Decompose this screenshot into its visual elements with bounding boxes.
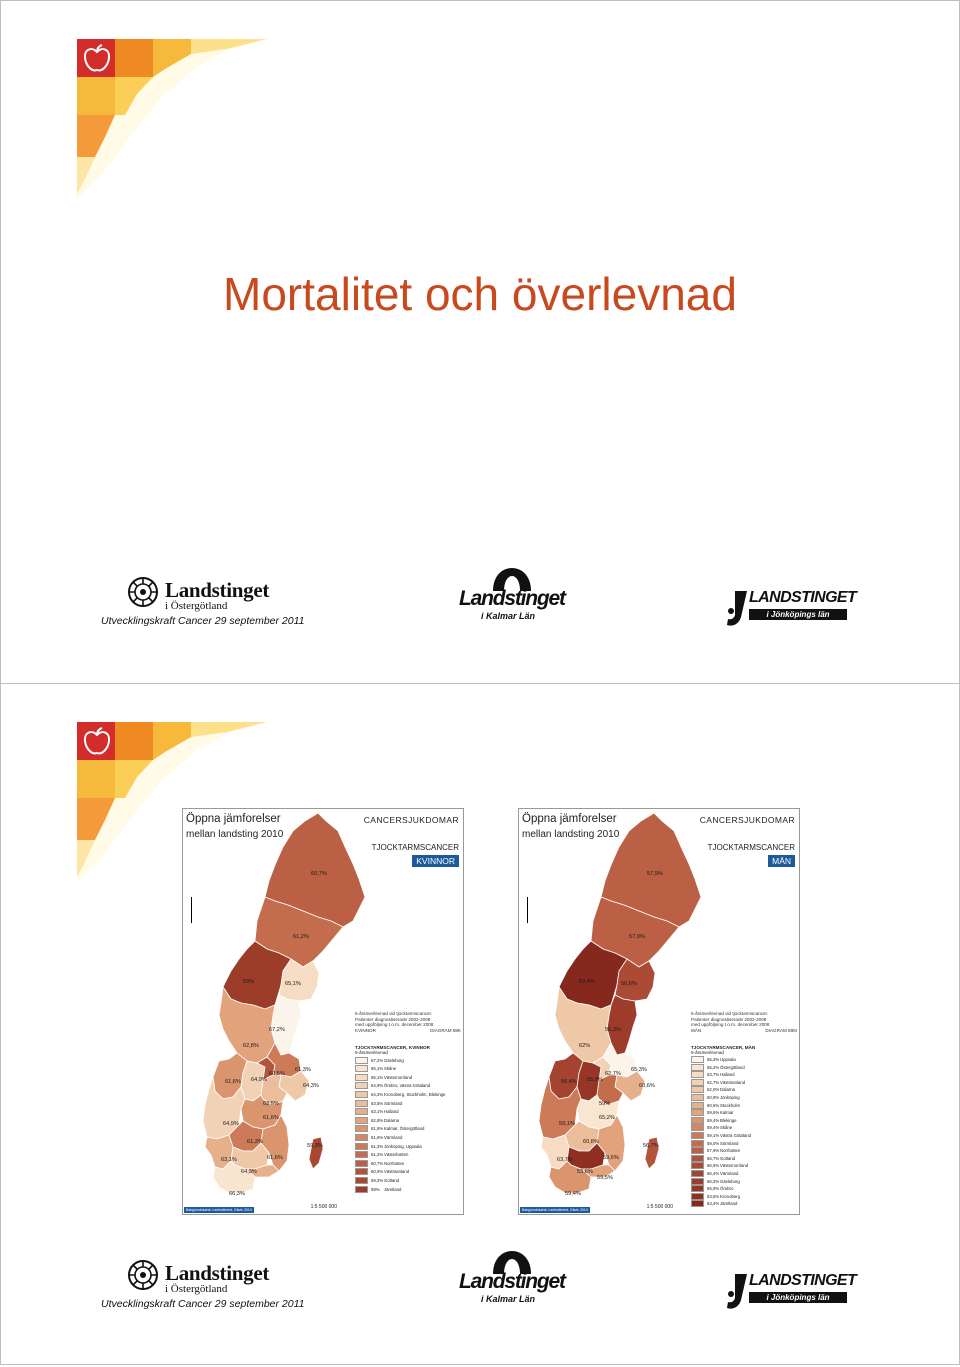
map-value-label: 61,6% <box>225 1079 241 1085</box>
legend-county: Västernorrland <box>720 1163 749 1169</box>
legend-subtitle: 5-årsöverlevnad <box>691 1050 724 1056</box>
legend-county: Örebro, västra Götaland <box>384 1083 431 1089</box>
legend-value: 61,6% <box>371 1126 384 1132</box>
legend-county: Jämtland <box>720 1201 738 1207</box>
north-arrow-icon <box>191 897 192 923</box>
map-value-label: 64,9% <box>223 1121 239 1127</box>
logo-landstinget-jonkoping <box>725 589 857 629</box>
map-value-label: 60,6% <box>639 1083 655 1089</box>
map-value-label: 59,3% <box>307 1143 323 1149</box>
legend-value: 59% <box>371 1186 380 1192</box>
legend-county: Skåne <box>384 1066 397 1072</box>
map-brand: CANCERSJUKDOMAR <box>363 815 459 825</box>
legend-county: Västernorrland <box>384 1074 413 1080</box>
legend-swatch <box>355 1160 368 1167</box>
legend-county: Blekinge <box>720 1117 737 1123</box>
info-line: 5-årsöverlevnad vid tjocktarmscancer. <box>691 1011 769 1016</box>
legend-entry <box>355 1125 461 1134</box>
legend-value: 63,5% <box>371 1100 384 1106</box>
logo-ostergotland-sub: i Östergötland <box>165 600 228 612</box>
info-diagram: DIAGRAM 88M <box>765 1027 797 1033</box>
legend-entry <box>691 1193 797 1201</box>
legend-value: 63,1% <box>371 1109 384 1115</box>
logo-landstinget-jonkoping <box>725 1272 857 1312</box>
legend-entry <box>355 1159 461 1168</box>
map-panel-man <box>518 808 800 1215</box>
info-sex: KVINNOR <box>355 1027 376 1033</box>
legend-swatch <box>355 1100 368 1107</box>
legend-entry <box>691 1155 797 1163</box>
map-value-label: 65,3% <box>631 1067 647 1073</box>
legend-entry <box>355 1064 461 1073</box>
legend-value: 60,8% <box>707 1095 720 1101</box>
legend-swatch <box>355 1082 368 1089</box>
legend-value: 66,1% <box>371 1066 384 1072</box>
legend-value: 55,9% <box>707 1186 720 1192</box>
legend-swatch <box>691 1064 704 1071</box>
legend-value: 65,1% <box>371 1074 384 1080</box>
legend-county: Sörmland <box>720 1140 739 1146</box>
legend-entry <box>691 1071 797 1079</box>
map-value-label: 57,9% <box>629 934 645 940</box>
map-value-label: 64,3% <box>303 1083 319 1089</box>
info-line: med uppföljning t.o.m. december 2008 <box>355 1022 434 1028</box>
legend-entry <box>355 1185 461 1194</box>
legend-title: TJOCKTARMSCANCER, MÄN <box>691 1045 756 1050</box>
legend-county: Uppsala <box>720 1057 736 1063</box>
legend-swatch <box>691 1200 704 1207</box>
map-title: Öppna jämforelser <box>186 813 281 825</box>
logo-landstinget-ostergotland <box>127 576 287 616</box>
map-value-label: 56,4% <box>561 1079 577 1085</box>
legend-value: 65,3% <box>707 1057 720 1063</box>
legend-value: 53,6% <box>707 1193 720 1199</box>
legend-swatch <box>691 1102 704 1109</box>
legend-value: 59,1% <box>707 1133 720 1139</box>
legend-swatch <box>691 1132 704 1139</box>
apple-logo-icon <box>81 726 113 758</box>
legend-county: Jönköping, Uppsala <box>384 1143 422 1149</box>
map-value-label: 65,2% <box>599 1115 615 1121</box>
rosette-icon <box>127 1259 159 1291</box>
legend-swatch <box>691 1071 704 1078</box>
legend-value: 64,9% <box>371 1083 384 1089</box>
legend-swatch <box>691 1056 704 1063</box>
legend-entry <box>355 1082 461 1091</box>
legend-value: 59,3% <box>371 1177 384 1183</box>
logo-jonkoping-name: LANDSTINGET <box>749 1272 857 1289</box>
legend-county: Värmland <box>720 1171 739 1177</box>
legend-value: 65,2% <box>707 1064 720 1070</box>
map-value-label: 63,7% <box>557 1157 573 1163</box>
logo-landstinget-kalmar <box>459 1250 569 1310</box>
legend-value: 60,7% <box>371 1160 384 1166</box>
legend-entry <box>355 1116 461 1125</box>
map-value-label: 62,8% <box>243 1043 259 1049</box>
legend-county: Värmland <box>384 1134 403 1140</box>
map-value-label: 55,9% <box>587 1077 603 1083</box>
legend-swatch <box>691 1109 704 1116</box>
legend-entry <box>691 1056 797 1064</box>
legend-entry <box>355 1073 461 1082</box>
legend-value: 59,4% <box>707 1117 720 1123</box>
logo-kalmar-sub: i Kalmar Län <box>481 611 536 621</box>
map-value-label: 60,8% <box>583 1139 599 1145</box>
legend-entry <box>691 1170 797 1178</box>
legend-county: Jönköping <box>720 1095 740 1101</box>
legend-value: 56,3% <box>707 1178 720 1184</box>
map-value-label: 59,4% <box>565 1191 581 1197</box>
map-scale: 1:5 500 000 <box>646 1204 673 1210</box>
legend-county: Västmanland <box>720 1079 746 1085</box>
map-brand: CANCERSJUKDOMAR <box>699 815 795 825</box>
legend-entry <box>355 1056 461 1065</box>
legend-value: 62,0% <box>707 1087 720 1093</box>
map-value-label: 59,1% <box>559 1121 575 1127</box>
map-value-label: 60,7% <box>311 871 327 877</box>
map-value-label: 61,3% <box>247 1139 263 1145</box>
legend-entry <box>355 1142 461 1151</box>
logo-jonkoping-name: LANDSTINGET <box>749 589 857 606</box>
legend-county: Dalarna <box>384 1117 400 1123</box>
legend-entry <box>355 1133 461 1142</box>
map-value-label: 53,6% <box>577 1169 593 1175</box>
map-value-label: 66,3% <box>229 1191 245 1197</box>
logo-ostergotland-name: Landstinget <box>165 1261 270 1285</box>
map-value-label: 59% <box>243 979 255 985</box>
map-value-label: 59,5% <box>597 1175 613 1181</box>
legend-swatch <box>355 1143 368 1150</box>
logo-kalmar-sub: i Kalmar Län <box>481 1294 536 1304</box>
map-scale: 1:5 500 000 <box>310 1204 337 1210</box>
legend-value: 61,6% <box>371 1134 384 1140</box>
map-value-label: 64,3% <box>241 1169 257 1175</box>
legend-county: Kronoberg, Stockholm, Blekinge <box>384 1091 446 1097</box>
legend-value: 62,7% <box>707 1079 720 1085</box>
legend-county: Kalmar, Östergötland <box>384 1126 425 1132</box>
map-value-label: 65,1% <box>285 981 301 987</box>
legend-county: Kalmar <box>720 1110 734 1116</box>
legend-county: Kronoberg <box>720 1193 741 1199</box>
north-arrow-icon <box>527 897 528 923</box>
map-sex-badge: MÄN <box>768 855 795 867</box>
legend-entry <box>355 1168 461 1177</box>
legend-value: 56,4% <box>707 1171 720 1177</box>
map-value-label: 64,9% <box>251 1077 267 1083</box>
legend-entry <box>691 1162 797 1170</box>
map-value-label: 63,5% <box>263 1101 279 1107</box>
map-value-label: 62% <box>579 1043 591 1049</box>
map-panel-kvinnor <box>182 808 464 1215</box>
legend-county: Gävleborg <box>384 1057 404 1063</box>
legend-entry <box>691 1109 797 1117</box>
logo-ostergotland-name: Landstinget <box>165 578 270 602</box>
legend-swatch <box>355 1125 368 1132</box>
legend-swatch <box>691 1140 704 1147</box>
legend-county: Norrbotten <box>720 1148 741 1154</box>
legend-value: 53,4% <box>707 1201 720 1207</box>
legend-entry <box>691 1132 797 1140</box>
footer-caption: Utvecklingskraft Cancer 29 september 2011 <box>101 1298 305 1310</box>
legend-swatch <box>355 1074 368 1081</box>
map-legend <box>691 1045 797 1208</box>
region-gotland <box>645 1137 659 1169</box>
legend-swatch <box>355 1186 368 1193</box>
map-value-label: 61,6% <box>267 1155 283 1161</box>
slide-2 <box>0 683 960 1365</box>
legend-swatch <box>691 1170 704 1177</box>
legend-entry <box>691 1079 797 1087</box>
legend-value: 56,6% <box>707 1163 720 1169</box>
legend-county: Skåne <box>720 1125 733 1131</box>
legend-county: Jämtland <box>384 1186 402 1192</box>
legend-entry <box>691 1063 797 1071</box>
legend-entry <box>691 1117 797 1125</box>
jonkoping-j-icon <box>725 1274 749 1310</box>
legend-subtitle: 5-årsöverlevnad <box>355 1050 388 1056</box>
footer-caption: Utvecklingskraft Cancer 29 september 2011 <box>101 615 305 627</box>
legend-swatch <box>691 1185 704 1192</box>
legend-county: Västra Götaland <box>720 1133 752 1139</box>
map-value-label: 57,9% <box>647 871 663 877</box>
legend-county: Halland <box>720 1072 735 1078</box>
legend-title: TJOCKTARMSCANCER, KVINNOR <box>355 1045 430 1050</box>
legend-swatch <box>691 1086 704 1093</box>
legend-county: Västmanland <box>384 1169 410 1175</box>
legend-value: 59,4% <box>707 1125 720 1131</box>
legend-value: 67,2% <box>371 1057 384 1063</box>
legend-county: Sörmland <box>384 1100 403 1106</box>
apple-logo-icon <box>81 43 113 75</box>
legend-value: 62,8% <box>371 1117 384 1123</box>
legend-swatch <box>691 1124 704 1131</box>
legend-swatch <box>691 1094 704 1101</box>
map-value-label: 61,6% <box>263 1115 279 1121</box>
legend-entry <box>355 1099 461 1108</box>
info-line: Patienter diagnostiserade 2002-2008 <box>691 1016 767 1022</box>
legend-swatch <box>691 1147 704 1154</box>
legend-swatch <box>355 1177 368 1184</box>
legend-county: Gotland <box>384 1177 400 1183</box>
logo-ostergotland-sub: i Östergötland <box>165 1283 228 1295</box>
map-value-label: 56,6% <box>621 981 637 987</box>
legend-value: 59,0% <box>707 1140 720 1146</box>
legend-value: 59,6% <box>707 1110 720 1116</box>
map-subtitle: mellan landsting 2010 <box>186 829 284 840</box>
map-credit: Bakgrundskarta: Lantmäteriet, Gävle 2010 <box>522 1208 588 1212</box>
legend-swatch <box>691 1117 704 1124</box>
legend-entry <box>355 1107 461 1116</box>
legend-swatch <box>355 1065 368 1072</box>
legend-swatch <box>355 1057 368 1064</box>
map-value-label: 53,4% <box>579 979 595 985</box>
legend-swatch <box>691 1155 704 1162</box>
map-value-label: 56,3% <box>605 1027 621 1033</box>
region-gotland <box>309 1137 323 1169</box>
legend-entry <box>691 1200 797 1208</box>
jonkoping-j-icon <box>725 591 749 627</box>
map-value-label: 61,3% <box>295 1067 311 1073</box>
legend-swatch <box>355 1117 368 1124</box>
legend-county: Halland <box>384 1109 399 1115</box>
map-legend <box>355 1045 461 1193</box>
logo-landstinget-ostergotland <box>127 1259 287 1299</box>
legend-value: 61,3% <box>371 1143 384 1149</box>
legend-swatch <box>355 1134 368 1141</box>
legend-county: Norrbotten <box>384 1160 405 1166</box>
map-value-label: 60,5% <box>269 1071 285 1077</box>
legend-entry <box>691 1185 797 1193</box>
map-title: Öppna jämforelser <box>522 813 617 825</box>
legend-entry <box>691 1139 797 1147</box>
map-value-label: 61,2% <box>293 934 309 940</box>
legend-swatch <box>691 1079 704 1086</box>
legend-value: 60,5% <box>371 1169 384 1175</box>
legend-county: Gotland <box>720 1155 736 1161</box>
legend-swatch <box>691 1178 704 1185</box>
legend-county: Dalarna <box>720 1087 736 1093</box>
map-info <box>355 1011 461 1034</box>
legend-value: 57,9% <box>707 1148 720 1154</box>
legend-value: 63,7% <box>707 1072 720 1078</box>
legend-swatch <box>355 1108 368 1115</box>
logo-jonkoping-sub: i Jönköpings län <box>749 609 847 620</box>
legend-value: 64,3% <box>371 1091 384 1097</box>
map-subtitle: mellan landsting 2010 <box>522 829 620 840</box>
legend-entry <box>691 1094 797 1102</box>
legend-entry <box>691 1147 797 1155</box>
map-info <box>691 1011 797 1034</box>
map-cancer-type: TJOCKTARMSCANCER <box>707 843 795 852</box>
map-cancer-type: TJOCKTARMSCANCER <box>371 843 459 852</box>
legend-swatch <box>691 1162 704 1169</box>
map-value-label: 59,6% <box>603 1155 619 1161</box>
legend-county: Stockholm <box>720 1102 741 1108</box>
map-value-label: 67,2% <box>269 1027 285 1033</box>
legend-county: Västerbotten <box>384 1152 409 1158</box>
info-line: 5-årsöverlevnad vid tjocktarmscancer. <box>355 1011 433 1016</box>
legend-entry <box>355 1176 461 1185</box>
legend-entry <box>355 1090 461 1099</box>
legend-county: Örebro <box>720 1186 734 1192</box>
info-diagram: DIAGRAM 88K <box>430 1027 461 1033</box>
info-line: Patienter diagnostiserade 2002-2008 <box>355 1016 431 1022</box>
legend-value: 60,6% <box>707 1102 720 1108</box>
legend-value: 56,7% <box>707 1155 720 1161</box>
info-sex: MÄN <box>691 1027 702 1033</box>
info-line: med uppföljning t.o.m. december 2008 <box>691 1022 770 1028</box>
legend-entry <box>691 1177 797 1185</box>
map-value-label: 59% <box>599 1101 611 1107</box>
legend-value: 61,2% <box>371 1152 384 1158</box>
legend-swatch <box>355 1168 368 1175</box>
legend-entry <box>355 1150 461 1159</box>
legend-swatch <box>355 1151 368 1158</box>
legend-entry <box>691 1101 797 1109</box>
slide-title: Mortalitet och överlevnad <box>223 268 737 320</box>
map-value-label: 56,7% <box>643 1143 659 1149</box>
legend-entry <box>691 1124 797 1132</box>
logo-landstinget-kalmar <box>459 567 569 627</box>
legend-swatch <box>691 1193 704 1200</box>
legend-entry <box>691 1086 797 1094</box>
legend-county: Gävleborg <box>720 1178 740 1184</box>
map-sex-badge: KVINNOR <box>412 855 459 867</box>
logo-kalmar-name: Landstinget <box>459 1270 565 1293</box>
map-value-label: 62,7% <box>605 1071 621 1077</box>
map-value-label: 63,1% <box>221 1157 237 1163</box>
logo-jonkoping-sub: i Jönköpings län <box>749 1292 847 1303</box>
legend-swatch <box>355 1091 368 1098</box>
map-credit: Bakgrundskarta: Lantmäteriet, Gävle 2010 <box>186 1208 252 1212</box>
rosette-icon <box>127 576 159 608</box>
legend-county: Östergötland <box>720 1064 745 1070</box>
logo-kalmar-name: Landstinget <box>459 587 565 610</box>
